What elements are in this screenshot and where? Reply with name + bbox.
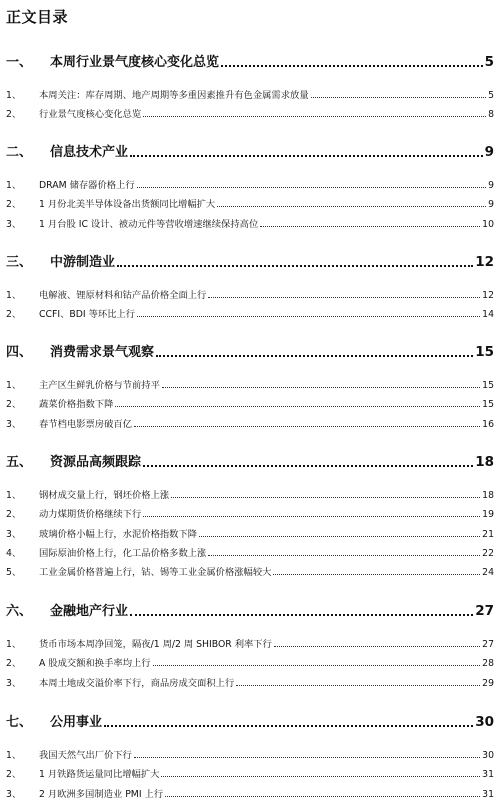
- dot-leader: [162, 387, 480, 388]
- item-number: 3、: [6, 418, 22, 430]
- section-number: 七、: [6, 715, 33, 730]
- item-number: 1、: [6, 750, 22, 761]
- dot-leader: [134, 426, 480, 427]
- page-number: 31: [482, 788, 494, 800]
- section-title: 中游制造业: [50, 255, 116, 270]
- page-number: 9: [484, 144, 494, 160]
- page-number: 10: [482, 218, 494, 230]
- page-number: 21: [482, 528, 494, 540]
- dot-leader: [311, 97, 486, 98]
- item-title: 1 月铁路货运量同比增幅扩大: [39, 769, 160, 781]
- item-title: 工业金属价格普遍上行，钴、锡等工业金属价格涨幅较大: [39, 567, 272, 579]
- dot-leader: [117, 265, 473, 267]
- toc-item-entry[interactable]: [6, 507, 494, 520]
- item-number: 1、: [6, 490, 22, 501]
- page-number: 19: [482, 509, 494, 521]
- item-number: 2、: [6, 199, 22, 211]
- item-title: 蔬菜价格指数下降: [39, 399, 114, 411]
- item-number: 1、: [6, 639, 22, 650]
- dot-leader: [161, 776, 480, 777]
- toc-item-entry[interactable]: [6, 88, 494, 101]
- page-number: 14: [482, 309, 494, 321]
- dot-leader: [208, 297, 480, 298]
- dot-leader: [208, 555, 480, 556]
- dot-leader: [137, 187, 486, 188]
- page-number: 15: [482, 399, 494, 411]
- toc-item-entry[interactable]: [6, 178, 494, 191]
- section-number: 四、: [6, 345, 33, 360]
- item-number: 2、: [6, 309, 22, 321]
- dot-leader: [236, 685, 480, 686]
- toc-item-entry[interactable]: [6, 417, 494, 430]
- toc-item-entry[interactable]: [6, 527, 494, 540]
- dot-leader: [153, 665, 481, 666]
- page-number: 5: [488, 90, 494, 101]
- page-number: 15: [482, 380, 494, 391]
- toc-section-entry[interactable]: [6, 712, 494, 730]
- dot-leader: [165, 796, 480, 797]
- toc-title: 正文目录: [6, 8, 69, 26]
- toc-item-entry[interactable]: [6, 546, 494, 559]
- item-number: 2、: [6, 399, 22, 411]
- toc-item-entry[interactable]: [6, 748, 494, 761]
- item-title: 2 月欧洲多国制造业 PMI 上行: [39, 788, 164, 800]
- item-number: 5、: [6, 567, 22, 579]
- item-title: A 股成交额和换手率均上行: [39, 658, 151, 670]
- page-number: 24: [482, 567, 494, 579]
- dot-leader: [221, 65, 483, 67]
- section-title: 信息技术产业: [50, 145, 129, 160]
- page-number: 28: [482, 658, 494, 670]
- toc-item-entry[interactable]: [6, 565, 494, 578]
- section-title: 资源品高频跟踪: [50, 455, 142, 470]
- toc-section-entry[interactable]: [6, 252, 494, 270]
- section-number: 一、: [6, 55, 33, 70]
- toc-item-entry[interactable]: [6, 767, 494, 780]
- dot-leader: [115, 406, 480, 407]
- page-number: 31: [482, 769, 494, 781]
- dot-leader: [156, 355, 473, 357]
- item-title: 主产区生鲜乳价格与节前持平: [39, 380, 160, 391]
- item-number: 1、: [6, 90, 22, 101]
- item-number: 3、: [6, 218, 22, 230]
- toc-item-entry[interactable]: [6, 307, 494, 320]
- page-number: 9: [488, 199, 494, 211]
- item-title: 玻璃价格小幅上行，水泥价格指数下降: [39, 528, 198, 540]
- item-number: 1、: [6, 380, 22, 391]
- toc-item-entry[interactable]: [6, 637, 494, 650]
- page-number: 15: [475, 344, 494, 360]
- section-title: 消费需求景气观察: [50, 345, 155, 360]
- item-number: 1、: [6, 180, 22, 191]
- section-title: 金融地产行业: [50, 604, 129, 619]
- page-number: 22: [482, 547, 494, 559]
- item-title: CCFI、BDI 等环比上行: [39, 309, 136, 321]
- page-number: 30: [482, 750, 494, 761]
- dot-leader: [143, 116, 486, 117]
- dot-leader: [217, 206, 486, 207]
- toc-section-entry[interactable]: [6, 342, 494, 360]
- item-number: 3、: [6, 528, 22, 540]
- item-title: 国际原油价格上行，化工品价格多数上涨: [39, 547, 207, 559]
- page-number: 29: [482, 677, 494, 689]
- dot-leader: [130, 614, 473, 616]
- dot-leader: [137, 316, 480, 317]
- page-number: 5: [484, 54, 494, 70]
- item-title: 行业景气度核心变化总览: [39, 109, 142, 121]
- toc-item-entry[interactable]: [6, 488, 494, 501]
- page-number: 18: [475, 454, 494, 470]
- toc-item-entry[interactable]: [6, 656, 494, 669]
- item-number: 2、: [6, 109, 22, 121]
- item-title: DRAM 储存器价格上行: [39, 180, 135, 191]
- page-number: 9: [488, 180, 494, 191]
- toc-section-entry[interactable]: [6, 142, 494, 160]
- page-number: 27: [475, 603, 494, 619]
- page-number: 12: [482, 290, 494, 301]
- item-number: 2、: [6, 769, 22, 781]
- section-title: 本周行业景气度核心变化总览: [50, 55, 220, 70]
- toc-item-entry[interactable]: [6, 288, 494, 301]
- item-number: 2、: [6, 509, 22, 521]
- item-title: 本周关注：库存周期、地产周期等多重因素推升有色金属需求放量: [39, 90, 309, 101]
- page-number: 27: [482, 639, 494, 650]
- section-number: 五、: [6, 455, 33, 470]
- page-number: 18: [482, 490, 494, 501]
- item-title: 钢材成交量上行，钢坯价格上涨: [39, 490, 170, 501]
- page-number: 8: [488, 109, 494, 121]
- toc-section-entry[interactable]: [6, 52, 494, 70]
- section-number: 三、: [6, 255, 33, 270]
- toc-item-entry[interactable]: [6, 378, 494, 391]
- dot-leader: [260, 226, 480, 227]
- section-number: 六、: [6, 604, 33, 619]
- item-title: 1 月份北美半导体设备出货额同比增幅扩大: [39, 199, 216, 211]
- item-title: 本周土地成交溢价率下行，商品房成交面积上行: [39, 677, 235, 689]
- dot-leader: [130, 155, 483, 157]
- dot-leader: [134, 757, 480, 758]
- item-title: 货币市场本周净回笼，隔夜/1 周/2 周 SHIBOR 利率下行: [39, 639, 272, 650]
- item-number: 2、: [6, 658, 22, 670]
- item-title: 动力煤期货价格继续下行: [39, 509, 142, 521]
- toc-item-entry[interactable]: [6, 787, 494, 800]
- dot-leader: [274, 646, 480, 647]
- toc-item-entry[interactable]: [6, 217, 494, 230]
- dot-leader: [143, 516, 480, 517]
- dot-leader: [143, 465, 473, 467]
- item-title: 我国天然气出厂价下行: [39, 750, 132, 761]
- dot-leader: [104, 725, 473, 727]
- toc-section-entry[interactable]: [6, 601, 494, 619]
- toc-item-entry[interactable]: [6, 397, 494, 410]
- dot-leader: [199, 536, 480, 537]
- section-title: 公用事业: [50, 715, 103, 730]
- item-title: 电解液、锂原材料和钴产品价格全面上行: [39, 290, 207, 301]
- dot-leader: [171, 497, 480, 498]
- item-number: 3、: [6, 788, 22, 800]
- item-title: 1 月台股 IC 设计、被动元件等营收增速继续保持高位: [39, 218, 259, 230]
- item-number: 4、: [6, 547, 22, 559]
- page-number: 30: [475, 714, 494, 730]
- item-title: 春节档电影票房破百亿: [39, 418, 132, 430]
- item-number: 1、: [6, 290, 22, 301]
- page-number: 12: [475, 254, 494, 270]
- item-number: 3、: [6, 677, 22, 689]
- dot-leader: [273, 574, 480, 575]
- toc-item-entry[interactable]: [6, 107, 494, 120]
- toc-section-entry[interactable]: [6, 452, 494, 470]
- toc-item-entry[interactable]: [6, 197, 494, 210]
- page-number: 16: [482, 418, 494, 430]
- section-number: 二、: [6, 145, 33, 160]
- toc-item-entry[interactable]: [6, 676, 494, 689]
